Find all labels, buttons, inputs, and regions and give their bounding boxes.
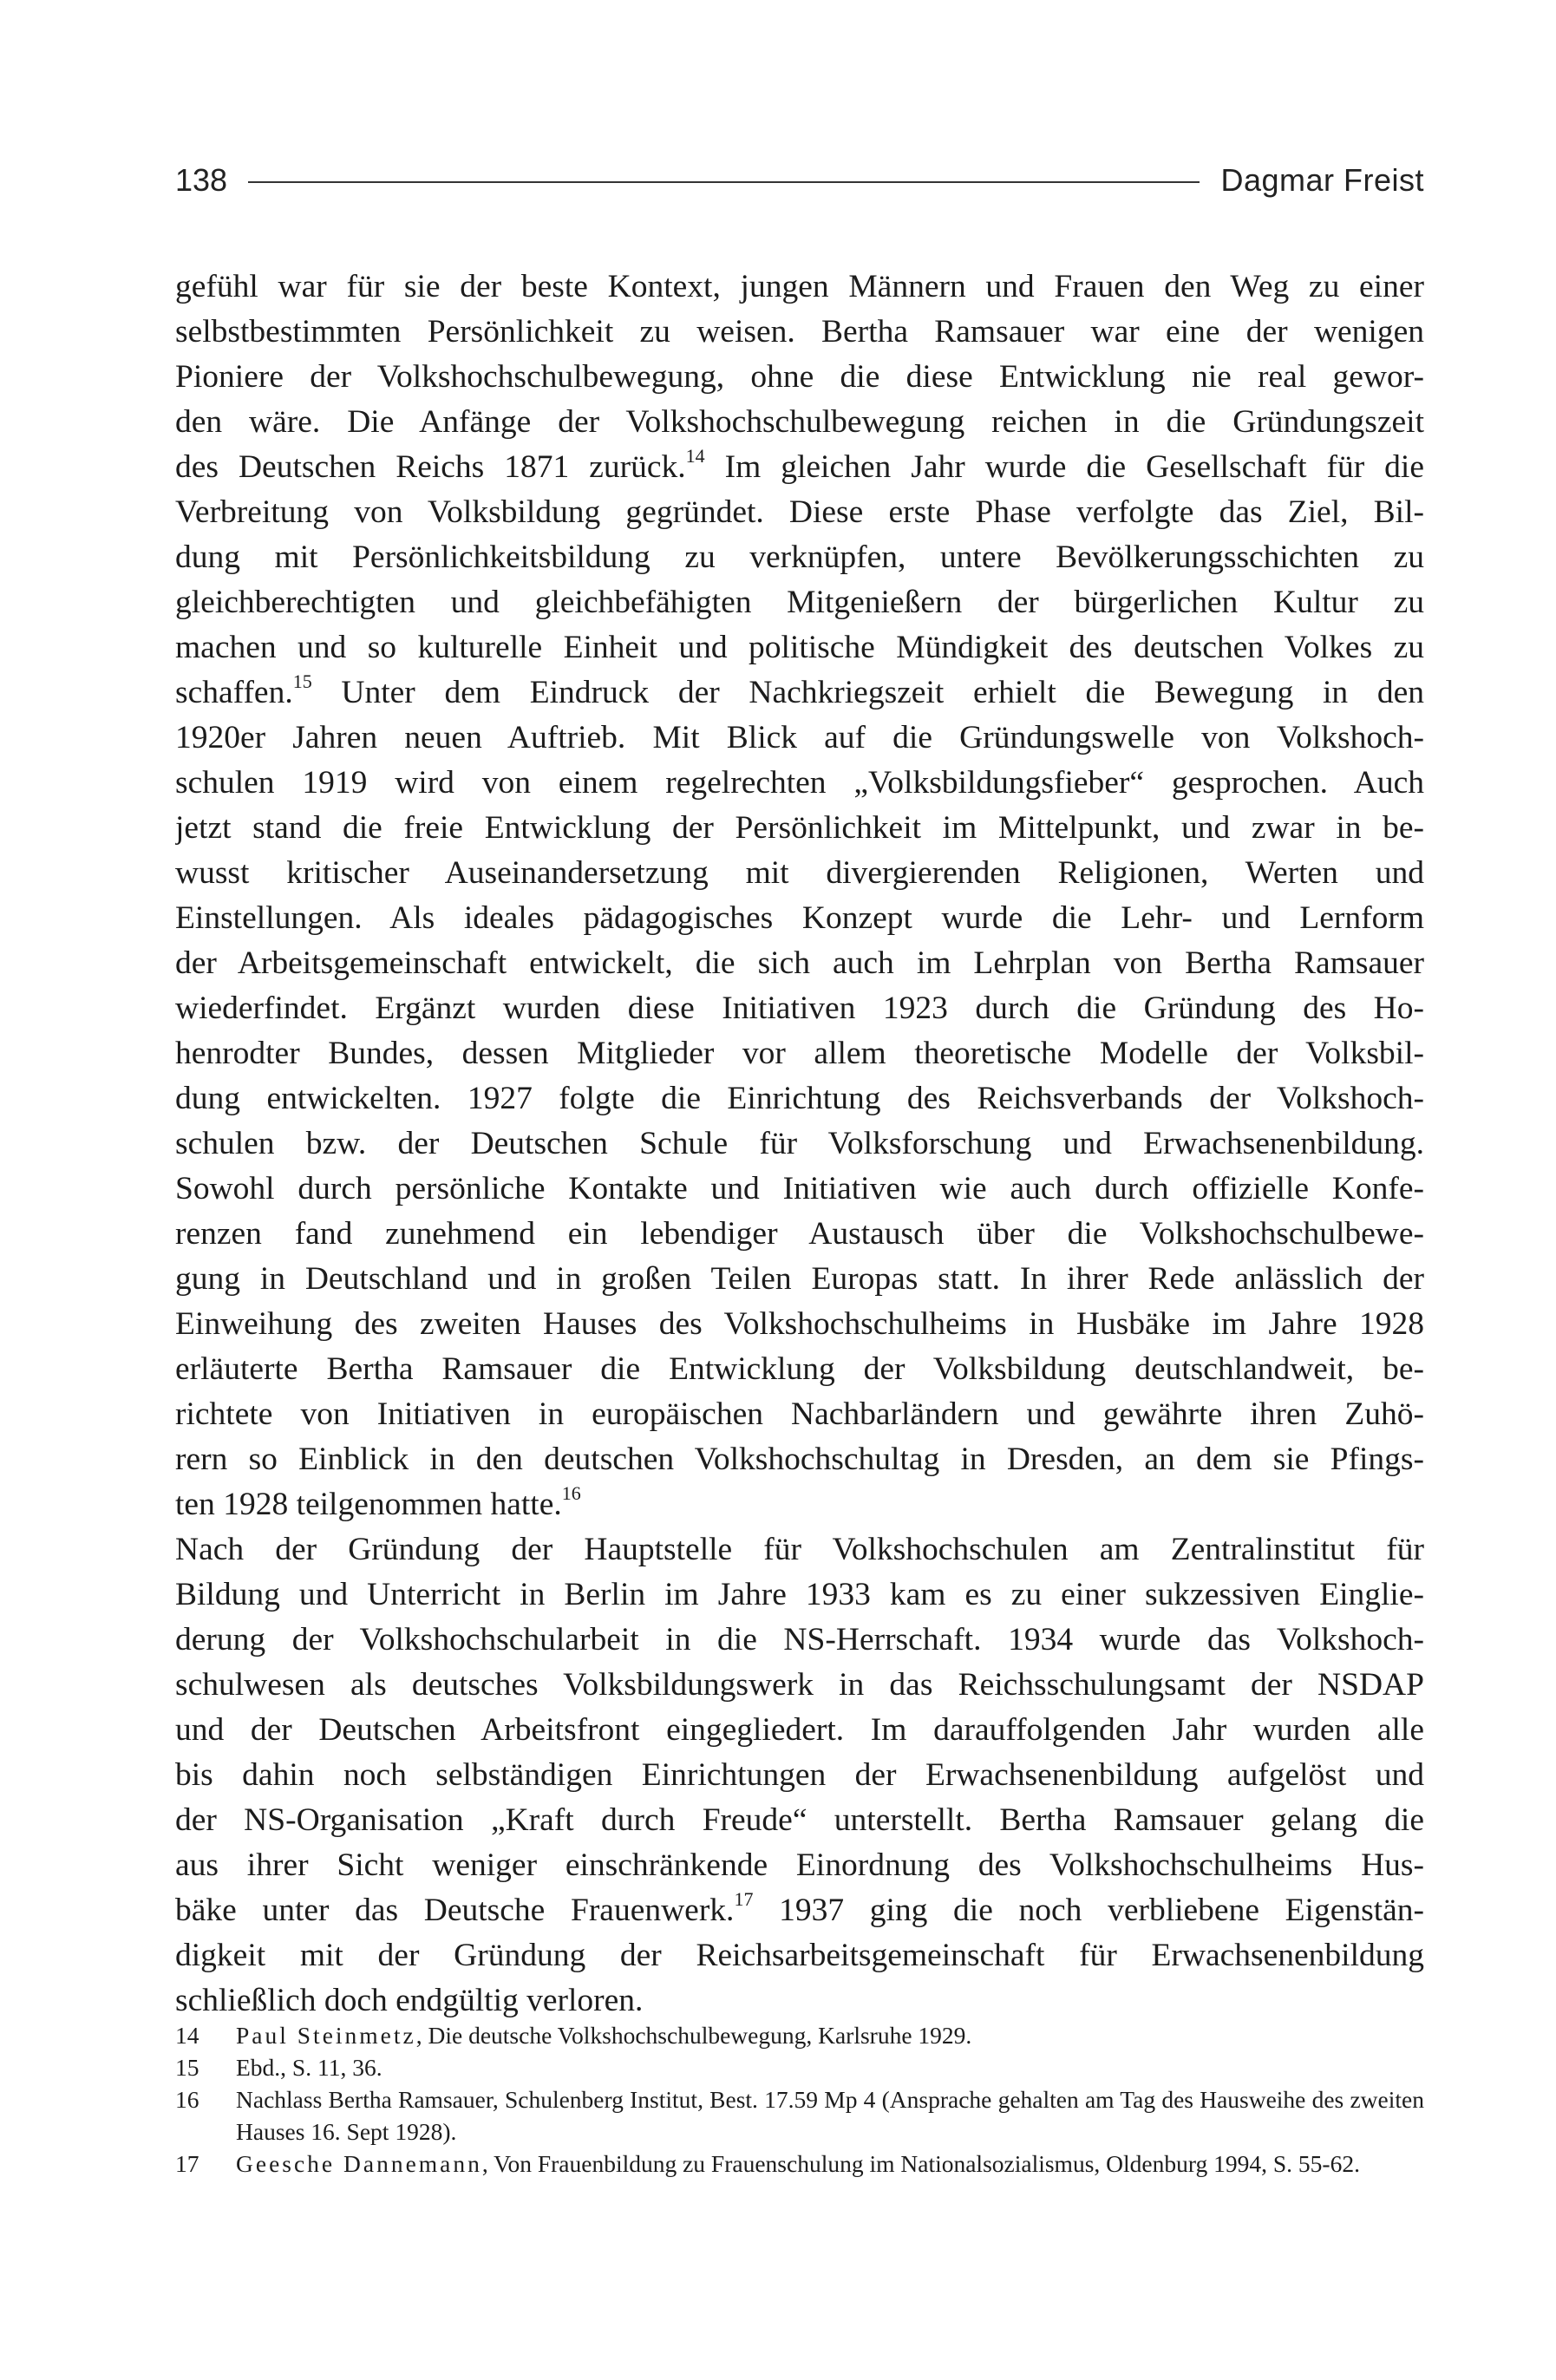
footnote-ref-17[interactable]: 17 bbox=[734, 1888, 754, 1910]
body-line-text: des Deutschen Reichs 1871 zurück. bbox=[175, 449, 686, 485]
footnote-14 bbox=[175, 2019, 1424, 2051]
body-line: selbstbestimmten Persönlichkeit zu weisen. Bertha Ramsauer war eine der wenigen bbox=[175, 314, 1424, 350]
body-line: schulwesen als deutsches Volksbildungswerk in das Reichsschulungsamt der NSDAP bbox=[175, 1667, 1424, 1703]
footnote-ref-15[interactable]: 15 bbox=[292, 670, 312, 692]
footnote-15 bbox=[175, 2051, 1424, 2083]
body-line: machen und so kulturelle Einheit und politische Mündigkeit des deutschen Volkes zu bbox=[175, 630, 1424, 665]
body-text bbox=[175, 265, 1424, 2024]
footnote-number: 14 bbox=[175, 2022, 199, 2049]
body-line: 1920er Jahren neuen Auftrieb. Mit Blick auf die Gründungswelle von Volkshoch- bbox=[175, 720, 1424, 755]
footnote-body: , Von Frauenbildung zu Frauenschulung im Nationalsozialismus, Oldenburg 1994, S. 55-62. bbox=[481, 2150, 1360, 2177]
running-head-author: Dagmar Freist bbox=[1220, 162, 1424, 198]
body-line: Einstellungen. Als ideales pädagogisches Konzept wurde die Lehr- und Lernform bbox=[175, 900, 1424, 936]
body-line: Einweihung des zweiten Hauses des Volkshochschulheims in Husbäke im Jahre 1928 bbox=[175, 1306, 1424, 1342]
body-line: Nach der Gründung der Hauptstelle für Volkshochschulen am Zentralinstitut für bbox=[175, 1532, 1424, 1567]
body-line: digkeit mit der Gründung der Reichsarbeitsgemeinschaft für Erwachsenenbildung bbox=[175, 1938, 1424, 1973]
body-line: schließlich doch endgültig verloren. bbox=[175, 1983, 644, 2018]
body-line: schulen 1919 wird von einem regelrechten „Volksbildungsfieber“ gesprochen. Auch bbox=[175, 765, 1424, 801]
body-line: Bildung und Unterricht in Berlin im Jahre 1933 kam es zu einer sukzessiven Einglie- bbox=[175, 1577, 1424, 1612]
body-line: Verbreitung von Volksbildung gegründet. Diese erste Phase verfolgte das Ziel, Bil- bbox=[175, 494, 1424, 530]
body-line-text: Im gleichen Jahr wurde die Gesellschaft für die bbox=[704, 449, 1424, 485]
footnote-17 bbox=[175, 2148, 1424, 2180]
body-line bbox=[175, 1888, 1424, 1933]
body-line: Pioniere der Volkshochschulbewegung, ohne die diese Entwicklung nie real gewor- bbox=[175, 359, 1424, 395]
body-line-text: Unter dem Eindruck der Nachkriegszeit erhielt die Bewegung in den bbox=[311, 675, 1424, 710]
page-number: 138 bbox=[175, 162, 228, 198]
footnote-number: 15 bbox=[175, 2054, 199, 2081]
body-line: erläuterte Bertha Ramsauer die Entwicklung der Volksbildung deutschlandweit, be- bbox=[175, 1351, 1424, 1387]
body-line bbox=[175, 670, 1424, 716]
footnote-text: Ebd., S. 11, 36. bbox=[236, 2054, 382, 2081]
body-line: renzen fand zunehmend ein lebendiger Austausch über die Volkshochschulbewe- bbox=[175, 1216, 1424, 1252]
body-line: gefühl war für sie der beste Kontext, jungen Männern und Frauen den Weg zu einer bbox=[175, 269, 1424, 304]
body-line: wiederfindet. Ergänzt wurden diese Initiativen 1923 durch die Gründung des Ho- bbox=[175, 991, 1424, 1026]
body-line-text: 1937 ging die noch verbliebene Eigenstän- bbox=[753, 1893, 1424, 1928]
footnote-author: Geesche Dannemann bbox=[236, 2150, 482, 2177]
body-line-text: ten 1928 teilgenommen hatte. bbox=[175, 1487, 562, 1522]
body-line: der Arbeitsgemeinschaft entwickelt, die sich auch im Lehrplan von Bertha Ramsauer bbox=[175, 945, 1424, 981]
header-rule bbox=[248, 181, 1200, 183]
footnote-text bbox=[236, 2019, 1424, 2051]
footnote-number: 17 bbox=[175, 2150, 199, 2177]
body-line-text: bäke unter das Deutsche Frauenwerk. bbox=[175, 1893, 735, 1928]
body-line-text: schaffen. bbox=[175, 675, 293, 710]
body-line: dung mit Persönlichkeitsbildung zu verknüpfen, untere Bevölkerungsschichten zu bbox=[175, 539, 1424, 575]
footnote-ref-16[interactable]: 16 bbox=[561, 1482, 581, 1504]
footnote-author: Paul Steinmetz bbox=[236, 2022, 416, 2049]
body-line: Sowohl durch persönliche Kontakte und Initiativen wie auch durch offizielle Konfe- bbox=[175, 1171, 1424, 1206]
body-line: gung in Deutschland und in großen Teilen Europas statt. In ihrer Rede anlässlich der bbox=[175, 1261, 1424, 1297]
body-line: gleichberechtigten und gleichbefähigten Mitgenießern der bürgerlichen Kultur zu bbox=[175, 585, 1424, 620]
body-line bbox=[175, 1482, 1424, 1527]
body-line: richtete von Initiativen in europäischen Nachbarländern und gewährte ihren Zuhö- bbox=[175, 1396, 1424, 1432]
footnote-body: , Die deutsche Volkshochschulbewegung, Karlsruhe 1929. bbox=[415, 2022, 972, 2049]
footnote-text: Nachlass Bertha Ramsauer, Schulenberg Institut, Best. 17.59 Mp 4 (Ansprache gehalten am Tag des Hausweihe des zweiten Hauses 16. Sept 1928). bbox=[236, 2086, 1424, 2145]
body-line: der NS-Organisation „Kraft durch Freude“ unterstellt. Bertha Ramsauer gelang die bbox=[175, 1802, 1424, 1838]
running-header bbox=[175, 156, 1424, 205]
body-line: schulen bzw. der Deutschen Schule für Volksforschung und Erwachsenenbildung. bbox=[175, 1126, 1424, 1161]
body-line: derung der Volkshochschularbeit in die NS-Herrschaft. 1934 wurde das Volkshoch- bbox=[175, 1622, 1424, 1658]
body-line: dung entwickelten. 1927 folgte die Einrichtung des Reichsverbands der Volkshoch- bbox=[175, 1081, 1424, 1116]
body-line: henrodter Bundes, dessen Mitglieder vor allem theoretische Modelle der Volksbil- bbox=[175, 1036, 1424, 1071]
body-line: wusst kritischer Auseinandersetzung mit divergierenden Religionen, Werten und bbox=[175, 855, 1424, 891]
body-line: den wäre. Die Anfänge der Volkshochschulbewegung reichen in die Gründungszeit bbox=[175, 404, 1424, 440]
footnote-16 bbox=[175, 2083, 1424, 2148]
body-line bbox=[175, 445, 1424, 490]
body-line: aus ihrer Sicht weniger einschränkende Einordnung des Volkshochschulheims Hus- bbox=[175, 1847, 1424, 1883]
body-line: und der Deutschen Arbeitsfront eingegliedert. Im darauffolgenden Jahr wurden alle bbox=[175, 1712, 1424, 1748]
footnotes bbox=[175, 2019, 1424, 2180]
body-line: bis dahin noch selbständigen Einrichtungen der Erwachsenenbildung aufgelöst und bbox=[175, 1757, 1424, 1793]
body-line: jetzt stand die freie Entwicklung der Persönlichkeit im Mittelpunkt, und zwar in be- bbox=[175, 810, 1424, 846]
body-line: rern so Einblick in den deutschen Volkshochschultag in Dresden, an dem sie Pfings- bbox=[175, 1442, 1424, 1477]
footnote-text bbox=[236, 2148, 1424, 2180]
footnote-number: 16 bbox=[175, 2086, 199, 2113]
footnote-ref-14[interactable]: 14 bbox=[685, 445, 705, 467]
